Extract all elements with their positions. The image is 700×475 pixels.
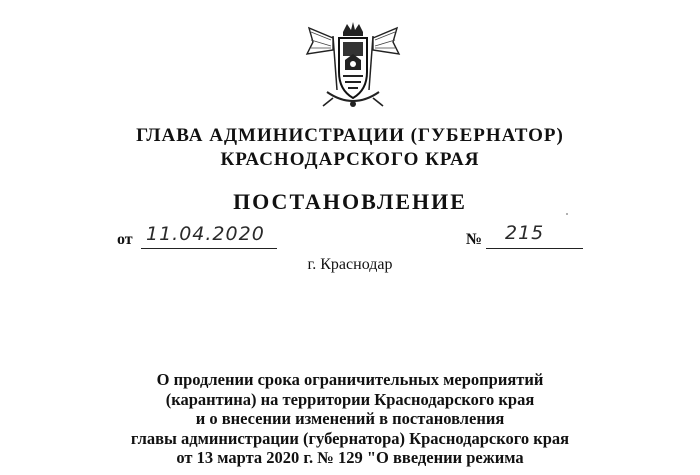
date-underline [141, 248, 277, 249]
subject-line: (карантина) на территории Краснодарского края [165, 389, 535, 409]
subject-line: О продлении срока ограничительных мероприятий [156, 370, 544, 389]
city-label: г. Краснодар [307, 256, 393, 273]
number-underline [486, 248, 583, 249]
authority-title-line2: КРАСНОДАРСКОГО КРАЯ [220, 149, 480, 170]
document-type-title: ПОСТАНОВЛЕНИЕ [233, 189, 467, 214]
coat-of-arms-icon [303, 20, 403, 112]
date-label: от [117, 231, 133, 248]
document-subject [0, 370, 700, 468]
number-value: 215 [505, 222, 545, 244]
subject-line: главы администрации (губернатора) Краснодарского края [130, 428, 570, 448]
authority-title-line1: ГЛАВА АДМИНИСТРАЦИИ (ГУБЕРНАТОР) [136, 125, 564, 146]
subject-line: от 13 марта 2020 г. № 129 "О введении режима [176, 448, 524, 467]
number-label: № [466, 231, 483, 248]
subject-line: и о внесении изменений в постановления [195, 409, 505, 428]
scan-speck [566, 213, 568, 215]
date-value: 11.04.2020 [146, 223, 265, 245]
